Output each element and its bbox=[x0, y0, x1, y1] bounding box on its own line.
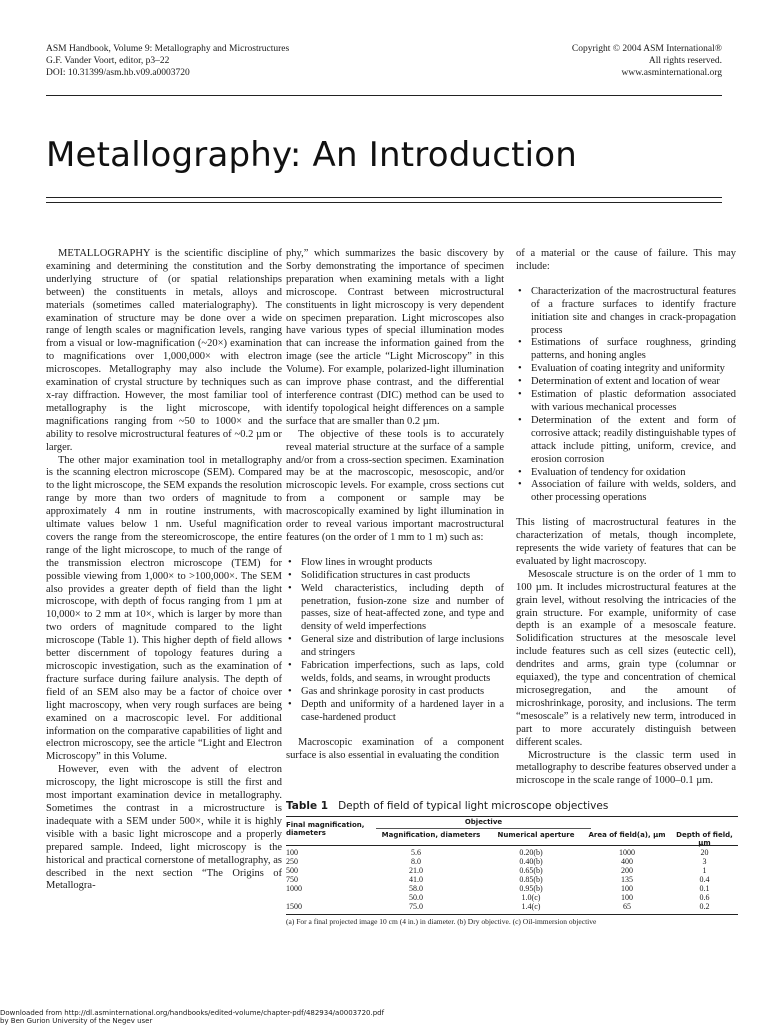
bullet-icon: • bbox=[518, 337, 522, 349]
bullet-icon: • bbox=[518, 479, 522, 491]
list-item: • Estimation of plastic deformation associated with various mechanical processes bbox=[518, 389, 736, 413]
table-footnote: (a) For a final projected image 10 cm (4 in.) in diameter. (b) Dry objective. (c) Oil-immersion objective bbox=[286, 917, 597, 926]
table-caption bbox=[286, 800, 738, 812]
list-item: • Determination of the extent and form of corrosive attack; readily distinguishable types of attack include pitting, uniform, crevice, and erosion corrosion bbox=[518, 414, 736, 465]
bullet-icon: • bbox=[518, 285, 522, 297]
depth-of-field-table bbox=[286, 800, 738, 926]
paragraph: This listing of macrostructural features in the characterization of metals, though incomplete, represents the wide variety of features that can be evaluated by light macroscopy. bbox=[516, 517, 736, 567]
header-citation-line: ASM Handbook, Volume 9: Metallography and Microstructures bbox=[46, 44, 290, 54]
header-citation-line: G.F. Vander Voort, editor, p3–22 bbox=[46, 56, 170, 66]
paragraph: However, even with the advent of electron microscopy, the light microscope is still the first and most important examination device in metallography. Sometimes the contrast in a microstructure is inadequate with a SEM under 500×, while it is highly visible with a basic light microscope and a properly prepared sample. Indeed, light microscopy is the historical and practical cornerstone of metallography, as described in the next section “The Origins of Metallogra- bbox=[46, 764, 282, 892]
list-item: • Flow lines in wrought products bbox=[288, 556, 433, 568]
paragraph: phy,” which summarizes the basic discovery by Sorby demonstrating the importance of specimen preparation when examining metals with a light microscope. Contrast between microstructural constituents in light microscopy is very dependent on specimen preparation. Light microscopes also have various types of special illumination modes that can increase the information gained from the image (see the article “Light Microscopy” in this Volume). For example, polarized-light illumination can improve phase contrast, and the differential interference contrast (DIC) method can be used to identify topological height differences on a sample surface that are smaller than 0.2 µm. bbox=[286, 248, 504, 427]
bullet-icon: • bbox=[288, 660, 292, 672]
table-rule bbox=[286, 914, 738, 915]
objective-rule bbox=[376, 828, 591, 829]
column-header-area-of-field: Area of field(a), µm bbox=[588, 831, 666, 839]
list-item: • Evaluation of tendency for oxidation bbox=[518, 466, 686, 478]
list-item: • Fabrication imperfections, such as laps, cold welds, folds, and seams, in wrought products bbox=[288, 660, 504, 684]
column-3 bbox=[516, 248, 736, 788]
column-header-final-magnification: Final magnification, diameters bbox=[286, 821, 365, 837]
table-row: 500 21.0 0.65(b) 200 1 bbox=[286, 866, 707, 875]
list-item: • General size and distribution of large inclusions and stringers bbox=[288, 634, 504, 659]
bullet-icon: • bbox=[288, 582, 292, 594]
paragraph: The other major examination tool in metallography is the scanning electron microscope (SEM). Compared to the light microscope, the SEM expands the resolution range by more than two orders of magnitude to approximately 4 nm in routine instruments, with ultimate values below 1 nm. Useful magnification covers the range from the stereomicroscope, the entire range of the light microscope, to much of the range of the transmission electron microscope (TEM) for possible viewing from 1,000× to >100,000×. The SEM also provides a greater depth of field than the light microscope, with depth of focus ranging from 1 µm at 10,000× to 2 mm at 10×, which is larger by more than two orders of magnitude compared to the light microscope (Table 1). This higher depth of field allows better discernment of topology features during a microscopic investigation, such as the examination of fracture surface during failure analysis. The depth of field of an SEM also may be a factor of choice over light macroscopy, when very rough surfaces are being examined on a macroscopic level. For additional information on the comparative capabilities of light and electron microscopy, see the article “Light and Electron Microscopy” in this Volume. bbox=[46, 454, 282, 763]
column-1 bbox=[46, 248, 282, 893]
title-rule bbox=[46, 197, 722, 198]
header-website-link[interactable]: www.asminternational.org bbox=[621, 68, 722, 78]
table-title: Depth of field of typical light microscope objectives bbox=[338, 800, 609, 812]
paragraph: Macroscopic examination of a component surface is also essential in evaluating the condition bbox=[286, 736, 504, 761]
list-item: • Estimations of surface roughness, grinding patterns, and honing angles bbox=[518, 337, 736, 362]
bullet-icon: • bbox=[518, 466, 522, 478]
column-header-objective: Objective bbox=[464, 818, 503, 826]
title-rule bbox=[46, 202, 722, 203]
paragraph: Mesoscale structure is on the order of 1 mm to 100 µm. It includes microstructural features at the grain level, without resolving the intricacies of the grain structure. For example, uniformity of case depth is an example of a mesoscale feature. Solidification structures at the mesoscale level include features such as cell sizes (eutectic cell), dendrites and arms, grain type (columnar or equiaxed), the type and concentration of chemical microsegregation, and the amount of microshrinkage, porosity, and inclusions. The term “mesoscale” is a relatively new term, introduced in part to more accurately distinguish between different scales. bbox=[516, 568, 736, 748]
header-citation-line: DOI: 10.31399/asm.hb.v09.a0003720 bbox=[46, 68, 190, 78]
column-header-magnification: Magnification, diameters bbox=[381, 831, 481, 839]
article-title: Metallography: An Introduction bbox=[46, 135, 578, 175]
bullet-icon: • bbox=[288, 569, 292, 581]
list-item: • Association of failure with welds, solders, and other processing operations bbox=[518, 479, 736, 504]
failure-examination-list bbox=[516, 286, 736, 505]
header-copyright-line: Copyright © 2004 ASM International® bbox=[571, 44, 722, 54]
table-row: 50.0 1.0(c) 100 0.6 bbox=[409, 893, 710, 902]
bullet-icon: • bbox=[288, 634, 292, 646]
header-citation bbox=[46, 43, 289, 79]
list-item: • Gas and shrinkage porosity in cast products bbox=[288, 685, 485, 697]
header-copyright bbox=[572, 43, 722, 79]
bullet-icon: • bbox=[288, 556, 292, 568]
list-item: • Characterization of the macrostructural features of a fracture surfaces to identify fracture initiation site and changes in crack-propagation process bbox=[518, 285, 736, 336]
download-url-link[interactable]: Downloaded from http://dl.asminternational.org/handbooks/edited-volume/chapter-pdf/482934/a0003720.pdf bbox=[0, 1009, 385, 1017]
column-2 bbox=[286, 248, 504, 762]
macrostructural-features-list bbox=[286, 557, 504, 725]
list-item: • Depth and uniformity of a hardened layer in a case-hardened product bbox=[288, 698, 504, 723]
download-footer bbox=[0, 1009, 384, 1025]
table-row: 1500 75.0 1.4(c) 65 0.2 bbox=[286, 902, 710, 911]
bullet-icon: • bbox=[288, 698, 292, 710]
download-user-note: by Ben Gurion University of the Negev user bbox=[0, 1017, 153, 1025]
paragraph: METALLOGRAPHY is the scientific discipline of examining and determining the constitution and the underlying structure of (or spatial relationships between) the constituents in metals, alloys and materials (sometimes called materialography). The examination of structure may be done over a wide range of length scales or magnification levels, ranging from a visual or low-magnification (~20×) examination to magnifications over 1,000,000× with electron microscopes. Metallography may also include the examination of crystal structure by techniques such as x-ray diffraction. However, the most familiar tool of metallography is the light microscope, with magnifications ranging from ~50 to 1000× and the ability to resolve microstructural features of ~0.2 µm or larger. bbox=[46, 248, 282, 453]
list-item: • Evaluation of coating integrity and uniformity bbox=[518, 363, 725, 375]
table-row: 250 8.0 0.40(b) 400 3 bbox=[286, 857, 707, 866]
list-item: • Solidification structures in cast products bbox=[288, 569, 471, 581]
table-label: Table 1 bbox=[286, 800, 329, 812]
bullet-icon: • bbox=[518, 363, 522, 375]
bullet-icon: • bbox=[288, 685, 292, 697]
column-header-depth-of-field: Depth of field, µm bbox=[676, 831, 733, 847]
bullet-icon: • bbox=[518, 414, 522, 426]
header-rule bbox=[46, 95, 722, 96]
paragraph: Microstructure is the classic term used in metallography to describe features observed under a microscope in the scale range of 1000–0.1 µm. bbox=[516, 749, 736, 787]
table-row: 100 5.6 0.20(b) 1000 20 bbox=[286, 848, 709, 857]
bullet-icon: • bbox=[518, 376, 522, 388]
table-header bbox=[286, 817, 738, 845]
paragraph: The objective of these tools is to accurately reveal material structure at the surface of a sample and/or from a cross-section specimen. Examination may be at the macroscopic, mesoscopic, and/or microscopic levels. For example, cross sections cut from a component or sample may be macroscopically examined by light illumination in order to reveal various important macrostructural features (on the order of 1 mm to 1 m) such as: bbox=[286, 428, 504, 543]
bullet-icon: • bbox=[518, 389, 522, 401]
header-copyright-line: All rights reserved. bbox=[648, 56, 722, 66]
paragraph: of a material or the cause of failure. This may include: bbox=[516, 248, 736, 272]
list-item: • Weld characteristics, including depth of penetration, fusion-zone size and number of passes, size of heat-affected zone, and type and density of weld imperfections bbox=[288, 582, 504, 633]
column-header-numerical-aperture: Numerical aperture bbox=[497, 831, 575, 839]
list-item: • Determination of extent and location of wear bbox=[518, 376, 720, 388]
table-row: 750 41.0 0.85(b) 135 0.4 bbox=[286, 875, 710, 884]
table-row: 1000 58.0 0.95(b) 100 0.1 bbox=[286, 884, 710, 893]
table-body bbox=[286, 846, 738, 911]
